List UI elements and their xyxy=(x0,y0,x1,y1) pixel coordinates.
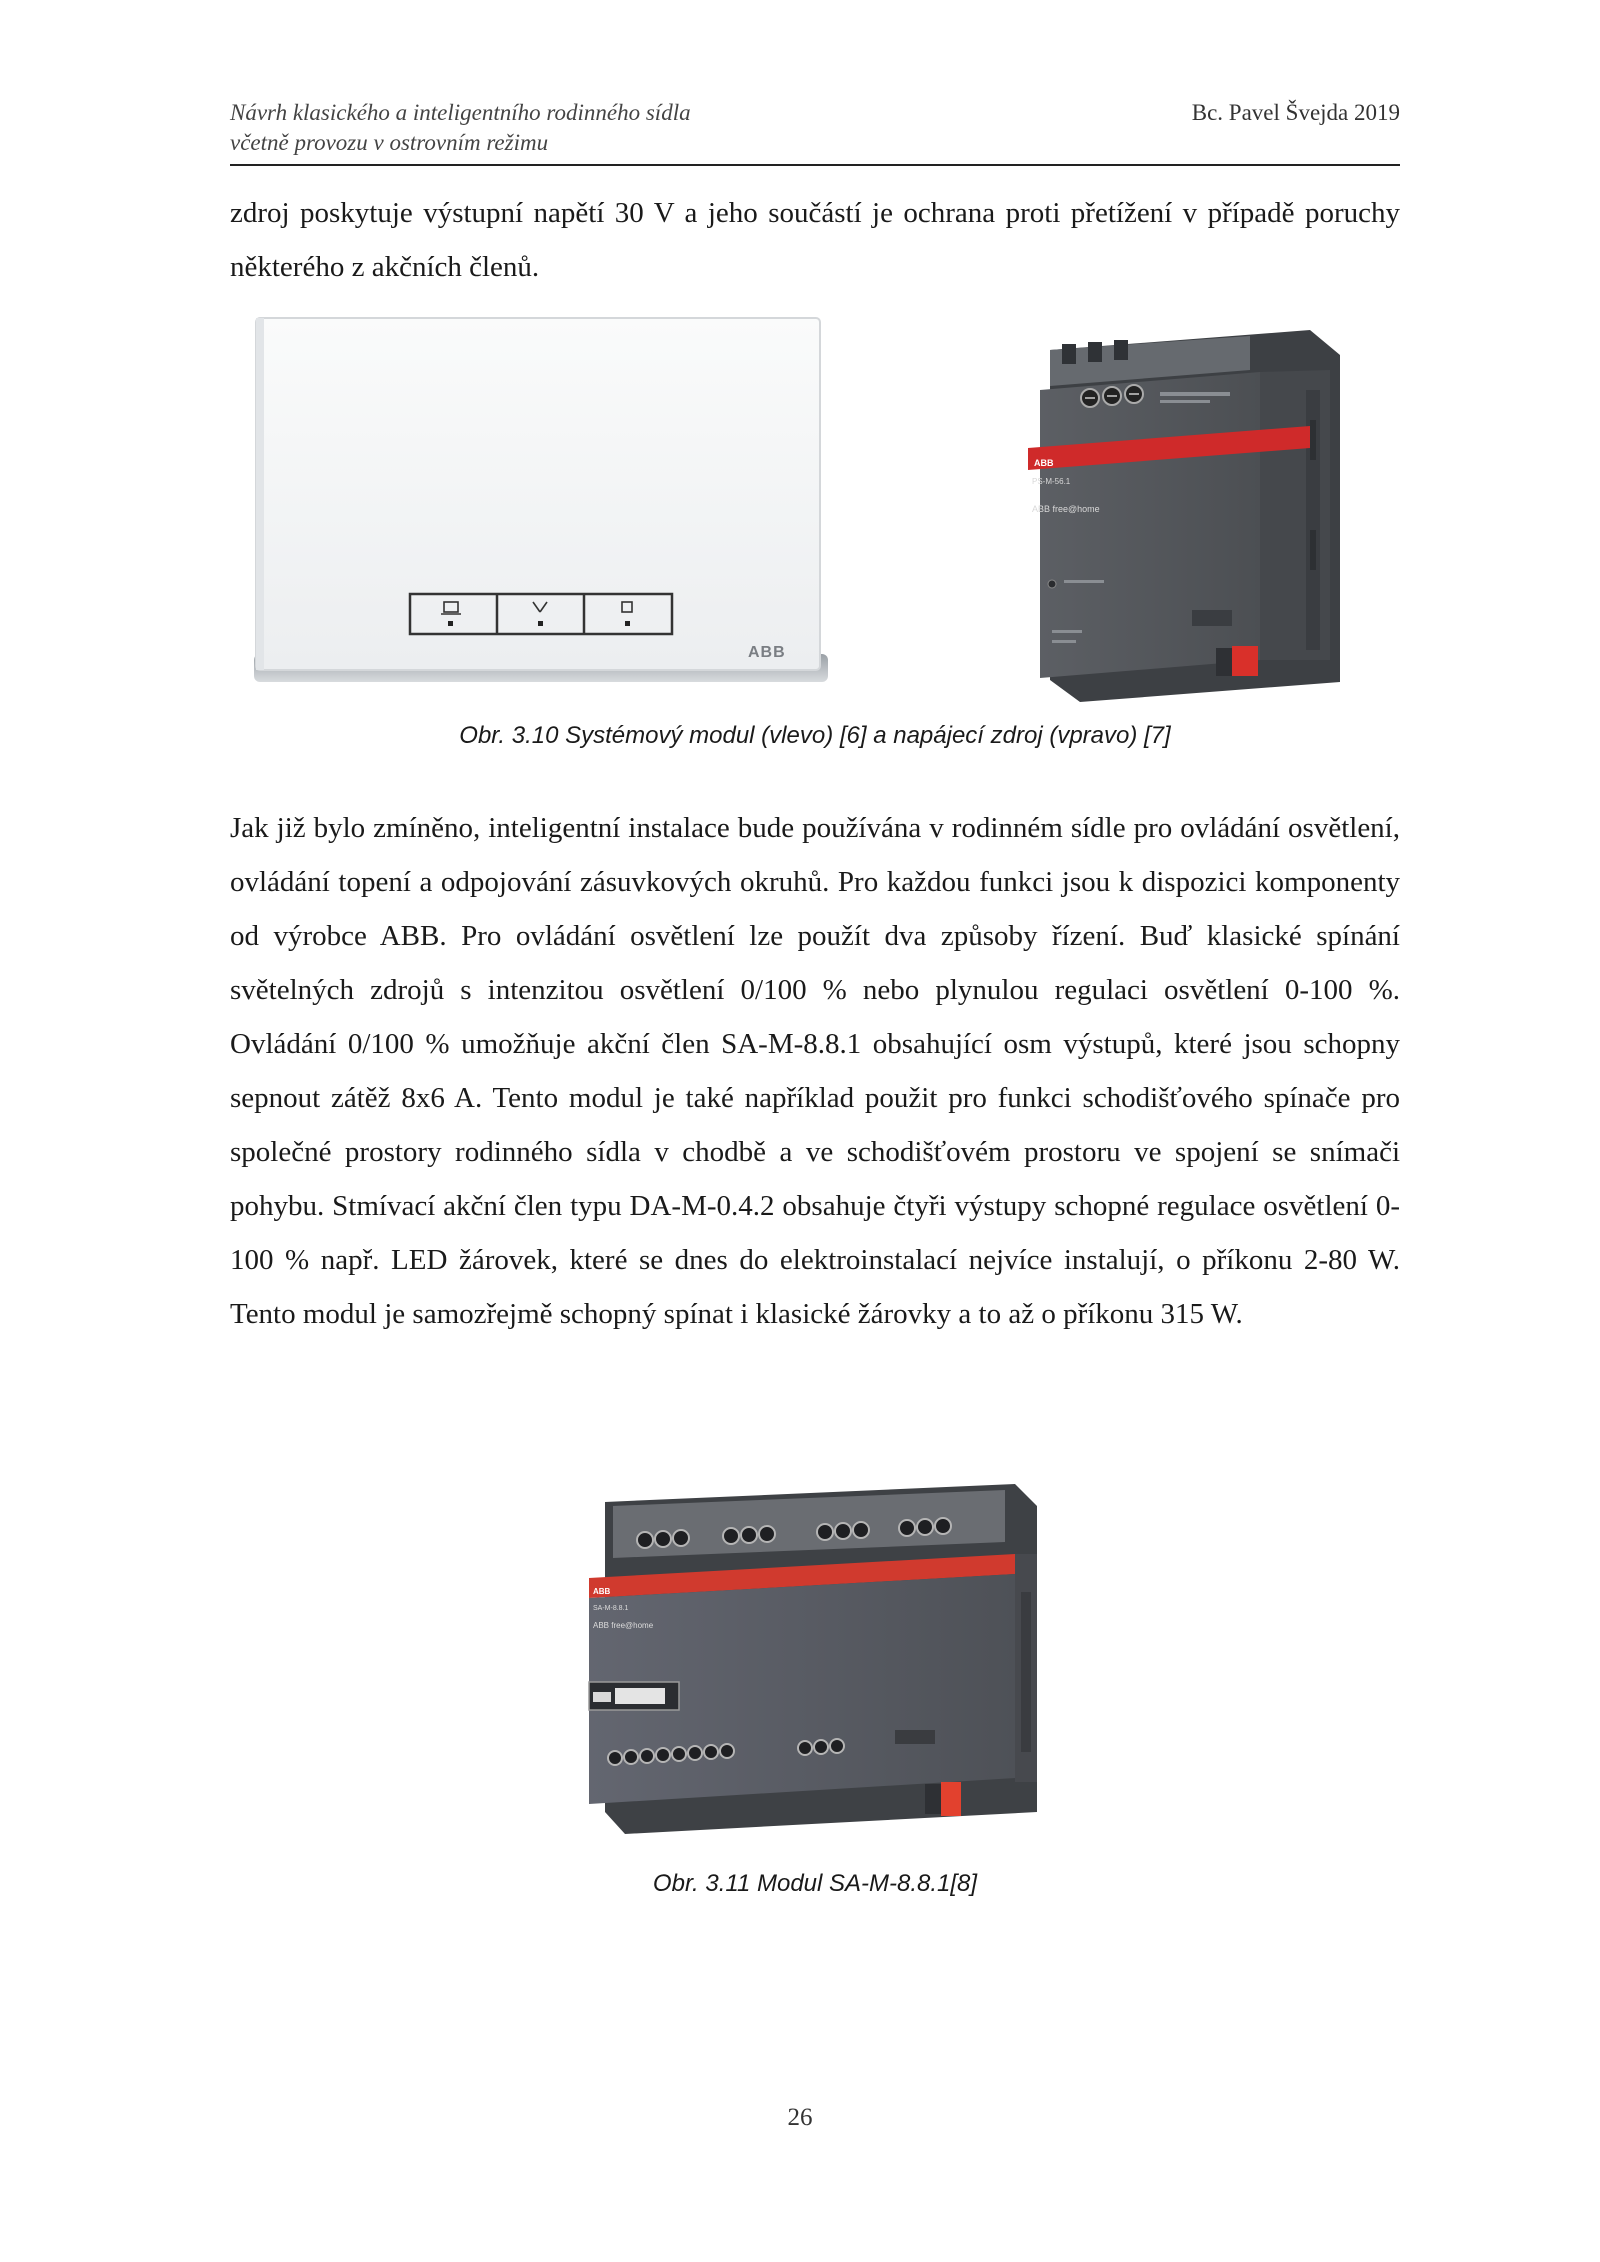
power-supply-label: PS-M-56.1 xyxy=(1032,477,1071,486)
paragraph-1-text: zdroj poskytuje výstupní napětí 30 V a jeho součástí je ochrana proti přetížení v případě poruchy některého z akčních členů. xyxy=(230,197,1400,283)
figure-3-11-caption: Obr. 3.11 Modul SA-M-8.8.1[8] xyxy=(652,1870,978,1897)
actuator-product-line: ABB free@home xyxy=(593,1621,654,1630)
red-connector xyxy=(1232,646,1258,676)
header-title-line-2: včetně provozu v ostrovním režimu xyxy=(230,130,549,155)
red-connector xyxy=(941,1782,961,1816)
terminal-screws xyxy=(1081,385,1143,407)
abb-logo: ABB xyxy=(748,644,786,661)
paragraph-2 xyxy=(230,801,1400,1341)
power-supply-product-line: ABB free@home xyxy=(1032,504,1100,514)
figure-3-10-caption: Obr. 3.10 Systémový modul (vlevo) [6] a napájecí zdroj (vpravo) [7] xyxy=(459,722,1171,749)
paragraph-1 xyxy=(230,186,1400,294)
actuator-label: SA-M-8.8.1 xyxy=(593,1605,629,1612)
header-title xyxy=(230,98,691,158)
switch-actuator-image xyxy=(575,1482,1055,1842)
page-header xyxy=(230,98,1400,166)
power-supply-image xyxy=(1010,330,1380,702)
page-number: 26 xyxy=(787,2104,813,2131)
header-author: Bc. Pavel Švejda 2019 xyxy=(1191,100,1400,125)
system-module-image xyxy=(248,312,828,698)
power-supply-abb-logo: ABB xyxy=(1034,458,1054,468)
actuator-abb-logo: ABB xyxy=(593,1587,611,1596)
header-title-line-1: Návrh klasického a inteligentního rodinného sídla xyxy=(230,100,691,125)
paragraph-2-text: Jak již bylo zmíněno, inteligentní instalace bude používána v rodinném sídle pro ovládání osvětlení, ovládání topení a odpojování zásuvkových okruhů. Pro každou funkci jsou k dispozici komponenty od výrobce ABB. Pro ovládání osvětlení lze použít dva způsoby řízení. Buď klasické spínání světelných zdrojů s intenzitou osvětlení 0/100 % nebo plynulou regulaci osvětlení 0-100 %. Ovládání 0/100 % umožňuje akční člen SA-M-8.8.1 obsahující osm výstupů, které jsou schopny sepnout zátěž 8x6 A. Tento modul je také například použit pro funkci schodišťového spínače pro společné prostory rodinného sídla v chodbě a ve schodišťovém prostoru ve spojení se snímači pohybu. Stmívací akční člen typu DA-M-0.4.2 obsahuje čtyři výstupy schopné regulace osvětlení 0-100 % např. LED žárovek, které se dnes do elektroinstalací nejvíce instalují, o příkonu 2-80 W. Tento modul je samozřejmě schopný spínat i klasické žárovky a to až o příkonu 315 W. xyxy=(230,812,1400,1330)
